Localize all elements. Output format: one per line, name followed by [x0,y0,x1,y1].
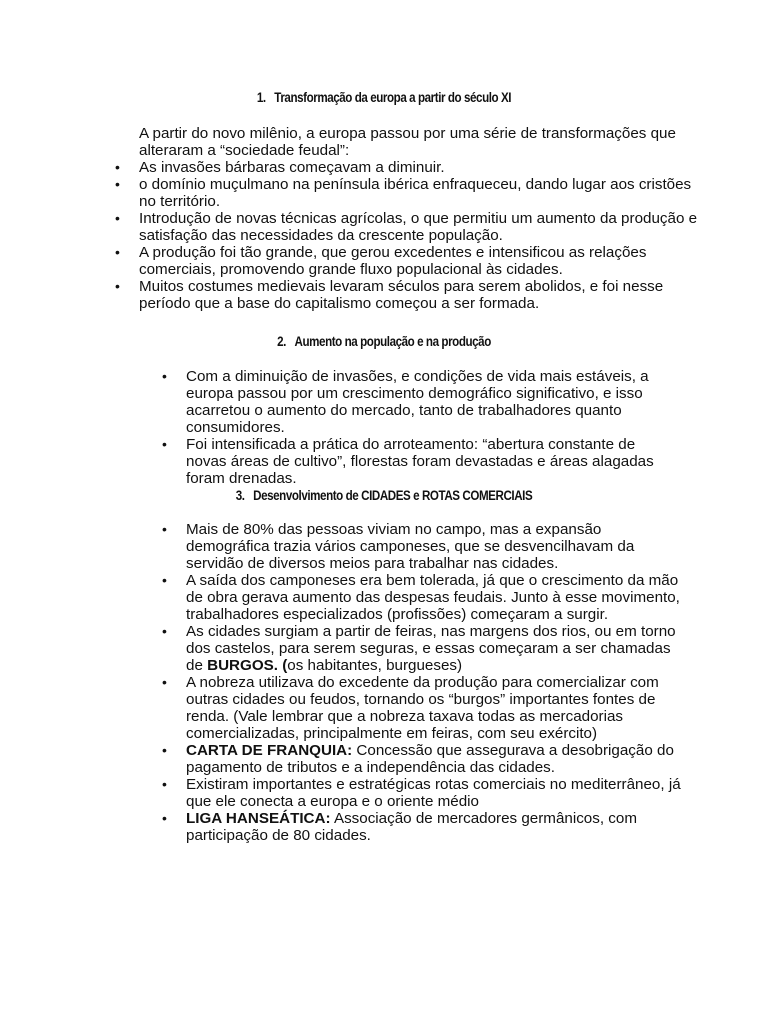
list-item: • Muitos costumes medievais levaram séculos para serem abolidos, e foi nesse período que a base do capitalismo começou a ser formada. [139,278,699,312]
section-1-intro: A partir do novo milênio, a europa passou por uma série de transformações que alteraram a “sociedade feudal”: [139,125,676,159]
section-3-number: 3. [235,488,245,503]
list-item: • Introdução de novas técnicas agrícolas, o que permitiu um aumento da produção e satisfação das necessidades da crescente população. [139,210,699,244]
section-1-heading [54,89,714,106]
list-item [186,674,686,742]
section-3-title: Desenvolvimento de CIDADES e ROTAS COMERCIAIS [253,488,533,503]
section-1-number: 1. [256,90,266,105]
section-2-heading [54,333,714,350]
list-item-text-tail: Associação de mercadores germânicos, com participação de 80 cidades. [186,810,637,844]
list-item: • o domínio muçulmano na península ibérica enfraqueceu, dando lugar aos cristões no território. [139,176,699,210]
list-item [186,810,686,844]
list-item-text: Existiram importantes e estratégicas rotas comerciais no mediterrâneo, já que ele conecta a europa e o oriente médio [186,776,681,810]
list-item-text-tail: Concessão que assegurava a desobrigação do pagamento de tributos e a independência das cidades. [186,742,674,776]
list-item [186,521,686,572]
list-item-text: A saída dos camponeses era bem tolerada, já que o crescimento da mão de obra gerava aumento das despesas feudais. Junto à esse movimento, trabalhadores especializados (profissões) começaram a surgir. [186,572,680,623]
section-2-list [186,368,676,487]
list-item-text-tail: os habitantes, burgueses) [287,657,463,674]
list-item [186,742,686,776]
list-item: • Foi intensificada a prática do arroteamento: “abertura constante de novas áreas de cultivo”, florestas foram devastadas e áreas alagadas foram drenadas. [186,436,676,487]
list-item [186,623,686,674]
list-item: • Com a diminuição de invasões, e condições de vida mais estáveis, a europa passou por um crescimento demográfico significativo, e isso acarretou o aumento do mercado, tanto de trabalhadores quanto consumidores. [186,368,676,436]
list-item-text: Mais de 80% das pessoas viviam no campo, mas a expansão demográfica trazia vários camponeses, que se desvencilhavam da servidão de diversos meios para trabalhar nas cidades. [186,521,635,572]
section-1-title: Transformação da europa a partir do século XI [274,90,512,105]
list-item-bold-term: CARTA DE FRANQUIA: [186,742,353,759]
section-1-list [139,159,699,312]
list-item [186,572,686,623]
section-3-list [186,521,686,844]
list-item [186,776,686,810]
list-item-text: A nobreza utilizava do excedente da produção para comercializar com outras cidades ou feudos, tornando os “burgos” importantes fontes de renda. (Vale lembrar que a nobreza taxava todas as mercadorias comercializadas, principalmente em feiras, com seu exército) [186,674,659,742]
list-item-bold-term: LIGA HANSEÁTICA: [186,810,331,827]
list-item: • A produção foi tão grande, que gerou excedentes e intensificou as relações comerciais, promovendo grande fluxo populacional às cidades. [139,244,699,278]
section-2-number: 2. [277,334,286,349]
list-item-text: As cidades surgiam a partir de feiras, nas margens dos rios, ou em torno dos castelos, para serem seguras, e essas começaram a ser chamadas de [186,623,676,674]
section-2-title: Aumento na população e na produção [294,334,491,349]
section-3-heading [54,487,714,504]
list-item: • As invasões bárbaras começavam a diminuir. [139,159,699,176]
list-item-bold-term: BURGOS. ( [207,657,288,674]
